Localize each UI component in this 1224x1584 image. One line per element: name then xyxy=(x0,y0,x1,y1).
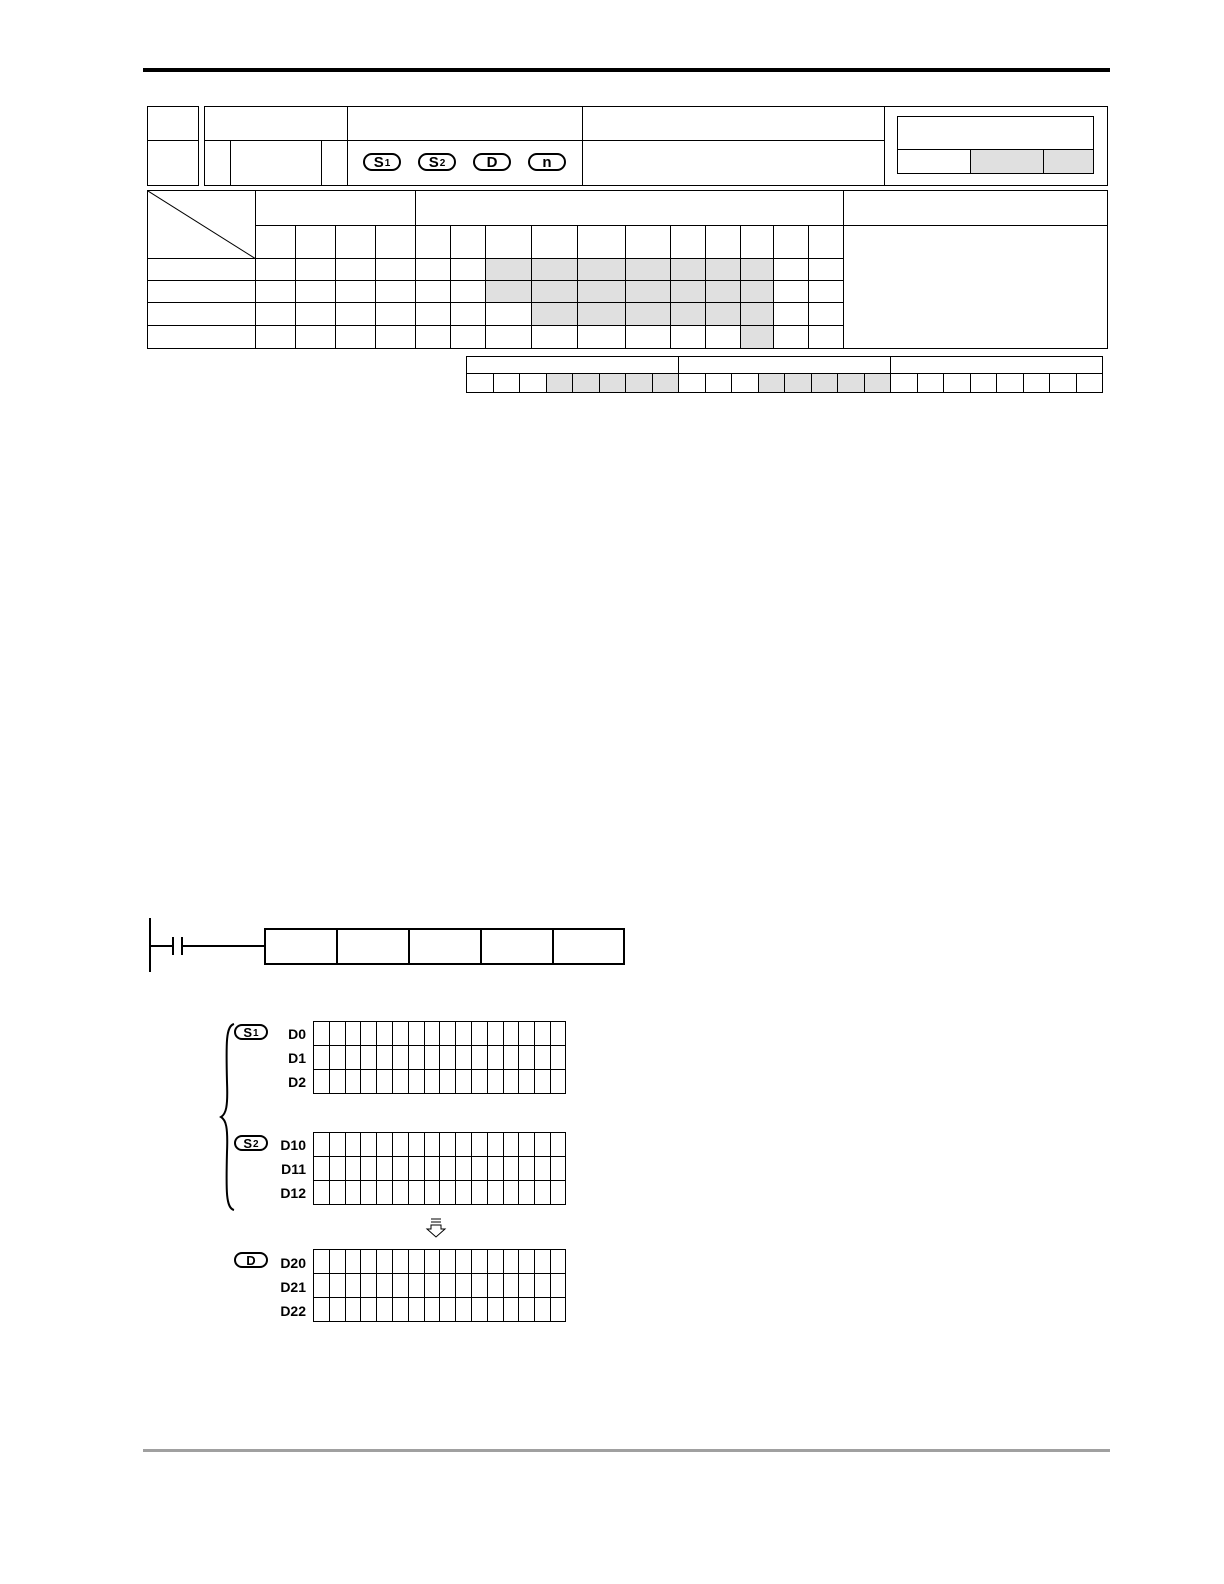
source-brace xyxy=(218,1022,238,1212)
register-bits-d1 xyxy=(313,1045,566,1069)
diagram-s1-symbol: S $_1$ xyxy=(234,1024,268,1040)
operand-d-symbol: D xyxy=(473,153,511,171)
register-label: D0 xyxy=(288,1026,306,1042)
function-header-cell xyxy=(583,107,885,141)
operand-device-table xyxy=(147,190,1108,349)
operand-s2-symbol: S $_2$ xyxy=(418,153,456,171)
register-label: D22 xyxy=(280,1303,306,1319)
register-bits-d12 xyxy=(313,1180,566,1205)
notes-cell xyxy=(844,226,1108,349)
api-number-cell-2 xyxy=(148,141,199,186)
register-bits-d21 xyxy=(313,1273,566,1297)
diagonal-line xyxy=(148,191,256,259)
register-label: D12 xyxy=(280,1185,306,1201)
word-devices-header xyxy=(416,191,844,226)
register-bits-d11 xyxy=(313,1156,566,1180)
function-cell xyxy=(583,141,885,186)
diagram-d-symbol: D xyxy=(234,1252,268,1268)
mnemonic-suffix-cell xyxy=(322,141,348,186)
controller-box xyxy=(897,116,1094,174)
diagonal-header-cell xyxy=(148,191,256,259)
ladder-box-n xyxy=(552,928,625,965)
register-label: D21 xyxy=(280,1279,306,1295)
register-bits-d10 xyxy=(313,1132,566,1156)
register-label: D11 xyxy=(281,1161,306,1177)
model-support-table xyxy=(466,356,1103,393)
mnemonic-cell xyxy=(205,107,348,141)
mnemonic-name-cell xyxy=(231,141,322,186)
operand-n-symbol: n xyxy=(528,153,566,171)
register-label: D2 xyxy=(288,1074,306,1090)
ladder-box-mnemonic xyxy=(264,928,338,965)
register-label: D20 xyxy=(280,1255,306,1271)
header-rule xyxy=(143,68,1110,72)
operands-header-cell xyxy=(348,107,583,141)
ladder-box-s1 xyxy=(336,928,410,965)
diagram-s2-symbol: S $_2$ xyxy=(234,1135,268,1151)
bit-devices-header xyxy=(256,191,416,226)
footer-rule xyxy=(143,1449,1110,1452)
register-label: D1 xyxy=(288,1050,306,1066)
down-arrow-icon xyxy=(425,1217,447,1239)
mnemonic-prefix-cell xyxy=(205,141,231,186)
ladder-box-d xyxy=(480,928,554,965)
operand-s1-symbol: S $_1$ xyxy=(363,153,401,171)
register-label: D10 xyxy=(280,1137,306,1153)
register-bits-d20 xyxy=(313,1249,566,1273)
register-bits-d0 xyxy=(313,1021,566,1045)
api-number-cell xyxy=(148,107,199,141)
ladder-box-s2 xyxy=(408,928,482,965)
register-bits-d22 xyxy=(313,1297,566,1322)
register-bits-d2 xyxy=(313,1069,566,1094)
notes-header xyxy=(844,191,1108,226)
